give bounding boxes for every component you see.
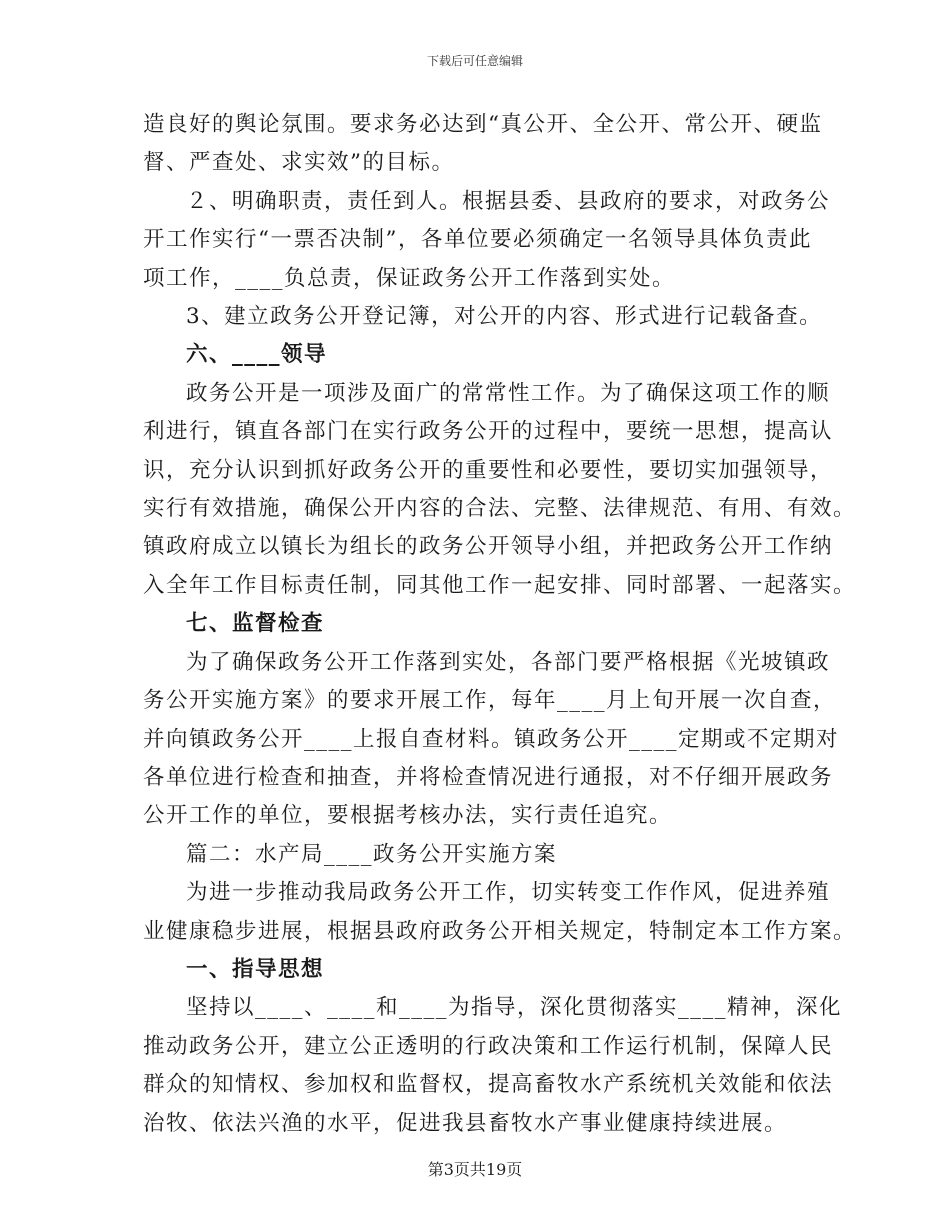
paragraph-line: 为了确保政务公开工作落到实处，各部门要严格根据《光坡镇政 xyxy=(186,649,831,675)
paragraph-line: 项工作，____负总责，保证政务公开工作落到实处。 xyxy=(143,265,676,291)
document-body xyxy=(143,106,857,1143)
paragraph-line: 各单位进行检查和抽查，并将检查情况进行通报，对不仔细开展政务 xyxy=(143,764,834,790)
paragraph-line: 坚持以____、____和____为指导，深化贯彻落实____精神，深化 xyxy=(186,995,843,1021)
paragraph-line: ２、明确职责，责任到人。根据县委、县政府的要求，对政务公 xyxy=(186,188,831,214)
paragraph-line: 实行有效措施，确保公开内容的合法、完整、法律规范、有用、有效。 xyxy=(143,496,857,522)
paragraph-line: 群众的知情权、参加权和监督权，提高畜牧水产系统机关效能和依法 xyxy=(143,1072,834,1098)
section-heading: 一、指导思想 xyxy=(186,956,325,982)
paragraph-line: 开工作实行“一票否决制”，各单位要必须确定一名领导具体负责此 xyxy=(143,227,812,253)
paragraph-line: 造良好的舆论氛围。要求务必达到“真公开、全公开、常公开、硬监 xyxy=(143,112,823,137)
paragraph-line: 督、严查处、求实效”的目标。 xyxy=(143,150,455,176)
document-subtitle: 篇二：水产局____政务公开实施方案 xyxy=(186,841,558,867)
paragraph-line: 利进行，镇直各部门在实行政务公开的过程中，要统一思想，提高认 xyxy=(143,419,834,445)
paragraph-line: 推动政务公开，建立公正透明的行政决策和工作运行机制，保障人民 xyxy=(143,1033,834,1059)
section-heading: 七、监督检查 xyxy=(186,611,325,637)
paragraph-line: 为进一步推动我局政务公开工作，切实转变工作作风，促进养殖 xyxy=(186,880,831,906)
paragraph-line: 公开工作的单位，要根据考核办法，实行责任追究。 xyxy=(143,803,673,829)
paragraph-line: 3、建立政务公开登记簿，对公开的内容、形式进行记载备查。 xyxy=(186,304,823,330)
paragraph-line: 入全年工作目标责任制，同其他工作一起安排、同时部署、一起落实。 xyxy=(143,572,857,598)
paragraph-line: 治牧、依法兴渔的水平，促进我县畜牧水产事业健康持续进展。 xyxy=(143,1110,788,1136)
section-heading: 六、____领导 xyxy=(186,342,328,368)
paragraph-line: 识，充分认识到抓好政务公开的重要性和必要性，要切实加强领导， xyxy=(143,457,834,483)
page-header-note: 下载后可任意编辑 xyxy=(426,54,523,68)
page-number: 第3页共19页 xyxy=(427,1160,523,1179)
paragraph-line: 业健康稳步进展，根据县政府政务公开相关规定，特制定本工作方案。 xyxy=(143,918,857,944)
paragraph-line: 政务公开是一项涉及面广的常常性工作。为了确保这项工作的顺 xyxy=(186,380,831,406)
paragraph-line: 镇政府成立以镇长为组长的政务公开领导小组，并把政务公开工作纳 xyxy=(143,534,834,560)
paragraph-line: 并向镇政务公开____上报自查材料。镇政务公开____定期或不定期对 xyxy=(143,726,840,752)
paragraph-line: 务公开实施方案》的要求开展工作，每年____月上旬开展一次自查， xyxy=(143,688,837,714)
